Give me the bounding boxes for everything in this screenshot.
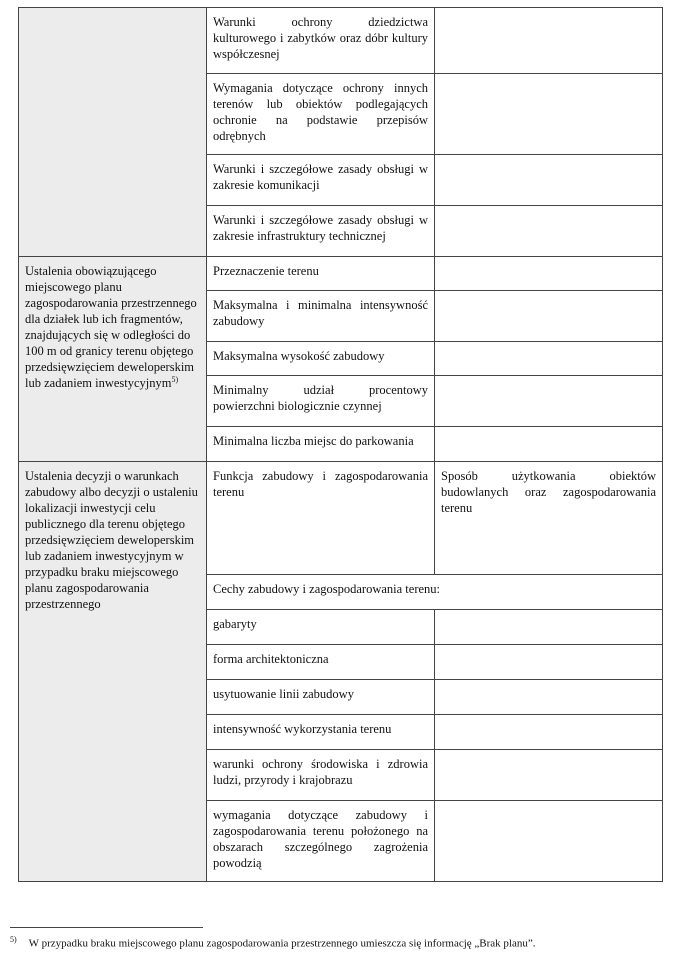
section-plan-text: Ustalenia obowiązującego miejscowego planu zagospodarowania przestrzennego dla działek lub ich fragmentów, znajdujących się w odległości do 100 m od granicy terenu objętego przedsięwzięciem deweloperskim lub zadaniem inwestycyjnym bbox=[25, 264, 197, 390]
footnote-text: W przypadku braku miejscowego planu zagospodarowania przestrzennego umieszcza się informację „Brak planu”. bbox=[28, 937, 536, 950]
planning-table bbox=[18, 7, 663, 882]
section-label-plan bbox=[19, 257, 207, 462]
item-label: Maksymalna i minimalna intensywność zabudowy bbox=[207, 291, 435, 342]
feature-label: wymagania dotyczące zabudowy i zagospodarowania terenu położonego na obszarach szczególnego zagrożenia powodzią bbox=[207, 801, 435, 882]
footnote-mark: 5) bbox=[10, 935, 17, 944]
item-label: Minimalny udział procentowy powierzchni biologicznie czynnej bbox=[207, 376, 435, 427]
table-row bbox=[19, 257, 663, 291]
value-cell bbox=[435, 342, 663, 376]
feature-label: intensywność wykorzystania terenu bbox=[207, 715, 435, 750]
value-cell bbox=[435, 645, 663, 680]
item-label: Maksymalna wysokość zabudowy bbox=[207, 342, 435, 376]
value-cell bbox=[435, 715, 663, 750]
item-label: Warunki ochrony dziedzictwa kulturowego i zabytków oraz dóbr kultury współczesnej bbox=[207, 8, 435, 74]
feature-label: forma architektoniczna bbox=[207, 645, 435, 680]
value-cell bbox=[435, 801, 663, 882]
feature-label: gabaryty bbox=[207, 610, 435, 645]
footnote-divider bbox=[10, 927, 203, 928]
section-label-empty bbox=[19, 8, 207, 257]
table-row bbox=[19, 462, 663, 575]
feature-label: warunki ochrony środowiska i zdrowia ludzi, przyrody i krajobrazu bbox=[207, 750, 435, 801]
features-header: Cechy zabudowy i zagospodarowania terenu: bbox=[207, 575, 663, 610]
item-label: Warunki i szczegółowe zasady obsługi w zakresie komunikacji bbox=[207, 155, 435, 206]
footnote bbox=[10, 933, 670, 951]
item-label: Przeznaczenie terenu bbox=[207, 257, 435, 291]
value-cell bbox=[435, 155, 663, 206]
item-label: Minimalna liczba miejsc do parkowania bbox=[207, 427, 435, 462]
value-cell bbox=[435, 376, 663, 427]
value-cell bbox=[435, 257, 663, 291]
item-label: Warunki i szczegółowe zasady obsługi w zakresie infrastruktury technicznej bbox=[207, 206, 435, 257]
value-cell bbox=[435, 750, 663, 801]
value-cell bbox=[435, 291, 663, 342]
value-cell bbox=[435, 680, 663, 715]
value-cell bbox=[435, 610, 663, 645]
value-cell bbox=[435, 8, 663, 74]
function-value: Sposób użytkowania obiektów budowlanych oraz zagospodarowania terenu bbox=[435, 462, 663, 575]
footnote-ref: 5) bbox=[171, 374, 179, 384]
value-cell bbox=[435, 427, 663, 462]
item-label: Wymagania dotyczące ochrony innych terenów lub obiektów podlegających ochronie na podstawie przepisów odrębnych bbox=[207, 74, 435, 155]
section-label-decision: Ustalenia decyzji o warunkach zabudowy albo decyzji o ustaleniu lokalizacji inwestycji celu publicznego dla terenu objętego przedsięwzięciem deweloperskim lub zadaniem inwestycyjnym w przypadku braku miejscowego planu zagospodarowania przestrzennego bbox=[19, 462, 207, 882]
value-cell bbox=[435, 74, 663, 155]
feature-label: usytuowanie linii zabudowy bbox=[207, 680, 435, 715]
function-label: Funkcja zabudowy i zagospodarowania terenu bbox=[207, 462, 435, 575]
value-cell bbox=[435, 206, 663, 257]
table-row bbox=[19, 8, 663, 74]
